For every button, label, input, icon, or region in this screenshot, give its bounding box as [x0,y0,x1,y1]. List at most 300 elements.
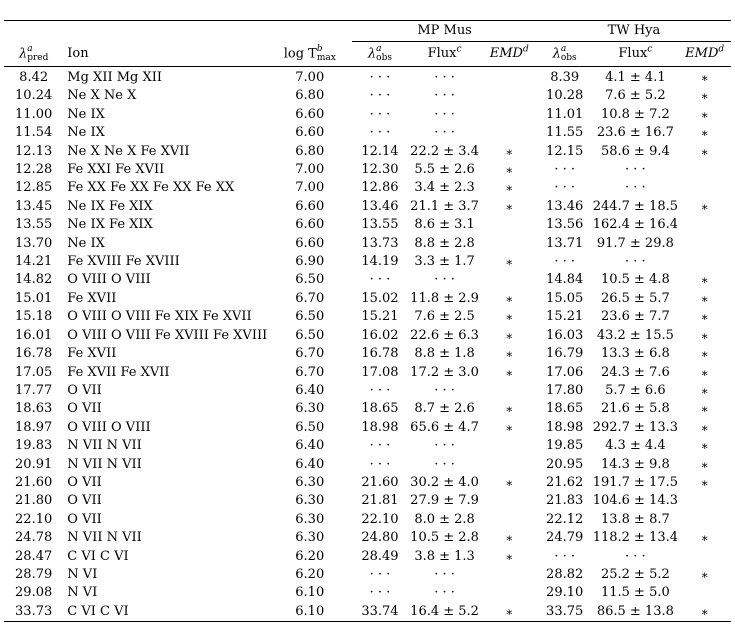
cell-ion: Fe XX Fe XX Fe XX Fe XX [67,180,235,196]
cell-mp-emd [481,124,536,142]
cell-tw-lambda-obs: 19.85 [546,438,584,454]
cell-ion: N VI [67,585,98,601]
table-row [4,106,731,124]
cell-log-tmax: 6.40 [295,438,325,454]
column-header-log-tmax: log T b max [283,43,336,63]
cell-tw-flux: 292.7 ± 13.3 [592,419,679,435]
cell-ion: Fe XVIII Fe XVIII [67,254,180,270]
table-row [4,290,731,308]
table-row [4,124,731,142]
cell-tw-flux: 10.8 ± 7.2 [600,106,670,122]
cell-mp-flux: 17.2 ± 3.0 [410,364,479,380]
cell-tw-lambda-obs: 24.79 [546,530,584,546]
cell-log-tmax: 6.30 [295,493,325,509]
cell-ion: C VI C VI [67,548,129,564]
cell-mp-emd [481,106,536,124]
cell-tw-flux: 10.5 ± 4.8 [600,272,670,288]
cell-mp-lambda-obs: 21.81 [361,493,399,509]
cell-lambda-pred: 11.00 [15,106,53,122]
cell-tw-emd [678,584,731,602]
cell-mp-lambda-obs: · · · [369,272,391,288]
cell-log-tmax: 6.70 [295,290,325,306]
cell-mp-emd: ∗ [505,347,514,362]
cell-ion: Ne IX Fe XIX [67,198,153,214]
cell-mp-lambda-obs: · · · [369,125,391,141]
cell-mp-flux: · · · [434,456,455,472]
cell-lambda-pred: 24.78 [15,530,53,546]
cell-log-tmax: 6.40 [295,382,325,398]
cell-lambda-pred: 17.05 [15,364,53,380]
table-row [4,87,731,105]
cell-mp-lambda-obs: 12.86 [361,180,399,196]
cell-tw-flux: 91.7 ± 29.8 [596,235,674,251]
cell-tw-flux: · · · [625,254,646,270]
cell-tw-flux: 11.5 ± 5.0 [600,585,670,601]
cell-mp-flux: 8.7 ± 2.6 [414,401,475,417]
cell-tw-emd: ∗ [700,310,709,325]
cell-mp-emd [481,456,536,474]
cell-tw-flux: · · · [625,548,646,564]
cell-tw-emd: ∗ [700,365,709,380]
cell-mp-lambda-obs: · · · [369,585,391,601]
cell-log-tmax: 6.50 [295,272,325,288]
cell-mp-emd [481,382,536,400]
cell-mp-emd: ∗ [505,181,514,196]
cell-ion: O VII [67,493,102,509]
cell-ion: N VII N VII [67,456,142,472]
cell-mp-emd: ∗ [505,163,514,178]
cell-mp-flux: 22.2 ± 3.4 [410,143,479,159]
cell-tw-lambda-obs: 16.03 [546,327,584,343]
cell-mp-emd [481,437,536,455]
cell-mp-lambda-obs: · · · [369,438,391,454]
cell-tw-emd: ∗ [700,420,709,435]
cell-log-tmax: 7.00 [295,70,325,85]
header-group-row [4,21,731,42]
cell-lambda-pred: 18.63 [15,401,53,417]
cell-ion: Fe XVII Fe XVII [67,364,170,380]
cell-log-tmax: 6.80 [295,143,325,159]
cell-tw-emd [678,548,731,566]
cell-log-tmax: 6.60 [295,125,325,141]
cell-mp-flux: 3.8 ± 1.3 [414,548,475,564]
table-row [4,161,731,179]
cell-mp-flux: 22.6 ± 6.3 [410,327,479,343]
cell-tw-lambda-obs: · · · [554,180,575,196]
cell-mp-lambda-obs: 13.55 [361,217,399,233]
cell-tw-flux: 23.6 ± 16.7 [596,125,674,141]
column-header-ion: Ion [67,45,89,61]
cell-log-tmax: 6.30 [295,530,325,546]
cell-mp-lambda-obs: 15.21 [361,309,399,325]
table-row [4,308,731,326]
cell-mp-flux: 7.6 ± 2.5 [414,309,475,325]
table-body [4,67,731,622]
cell-mp-emd: ∗ [505,310,514,325]
cell-tw-emd [678,253,731,271]
cell-tw-flux: 162.4 ± 16.4 [592,217,679,233]
cell-tw-emd: ∗ [700,107,709,122]
cell-mp-emd: ∗ [505,365,514,380]
cell-tw-emd: ∗ [700,439,709,454]
cell-ion: O VII [67,511,102,527]
table-row [4,143,731,161]
table-row [4,400,731,418]
cell-mp-flux: 21.1 ± 3.7 [410,198,479,214]
cell-ion: Ne IX Fe XIX [67,217,153,233]
cell-mp-emd [481,216,536,234]
cell-tw-lambda-obs: 15.05 [546,290,584,306]
cell-ion: Fe XVII [67,346,117,362]
cell-mp-flux: 3.4 ± 2.3 [414,180,475,196]
cell-log-tmax: 7.00 [295,162,325,178]
table-row [4,235,731,253]
table-row [4,382,731,400]
cell-tw-emd: ∗ [700,199,709,214]
cell-log-tmax: 6.60 [295,235,325,251]
cell-mp-flux: 11.8 ± 2.9 [410,290,479,306]
cell-tw-lambda-obs: 11.55 [546,125,584,141]
cell-log-tmax: 6.30 [295,511,325,527]
cell-lambda-pred: 12.85 [15,180,53,196]
cell-mp-flux: · · · [434,125,455,141]
cell-tw-lambda-obs: 15.21 [546,309,584,325]
cell-tw-emd [678,216,731,234]
cell-mp-flux: 5.5 ± 2.6 [414,162,475,178]
cell-tw-emd: ∗ [700,402,709,417]
column-header-mp-flux: Flux$^c$ [427,44,462,61]
cell-tw-flux: 21.6 ± 5.8 [600,401,670,417]
table-row [4,474,731,492]
cell-lambda-pred: 18.97 [15,419,53,435]
cell-log-tmax: 6.60 [295,106,325,122]
cell-mp-lambda-obs: 12.30 [361,162,399,178]
cell-lambda-pred: 21.80 [15,493,53,509]
cell-tw-lambda-obs: 33.75 [546,603,584,619]
cell-log-tmax: 6.20 [295,548,325,564]
cell-tw-lambda-obs: 18.65 [546,401,584,417]
cell-log-tmax: 7.00 [295,180,325,196]
cell-tw-lambda-obs: 17.06 [546,364,584,380]
cell-mp-emd [481,566,536,584]
cell-ion: C VI C VI [67,603,129,619]
cell-lambda-pred: 29.08 [15,585,53,601]
table-row [4,437,731,455]
cell-mp-emd: ∗ [505,328,514,343]
cell-ion: N VI [67,566,98,582]
cell-tw-lambda-obs: 13.56 [546,217,584,233]
cell-lambda-pred: 12.28 [15,162,53,178]
cell-mp-emd [481,87,536,105]
cell-lambda-pred: 14.82 [15,272,53,288]
cell-tw-flux: 5.7 ± 6.6 [605,382,666,398]
cell-tw-emd: ∗ [700,457,709,472]
cell-mp-flux: 10.5 ± 2.8 [410,530,479,546]
cell-mp-emd: ∗ [505,291,514,306]
cell-mp-lambda-obs: 18.65 [361,401,399,417]
table-row [4,419,731,437]
cell-ion: O VIII O VIII [67,272,151,288]
cell-mp-flux: · · · [434,70,455,85]
cell-mp-emd: ∗ [505,604,514,619]
cell-ion: O VII [67,382,102,398]
cell-mp-emd: ∗ [505,255,514,270]
cell-lambda-pred: 8.42 [19,70,49,85]
table-row [4,216,731,234]
cell-tw-lambda-obs: 18.98 [546,419,584,435]
cell-mp-emd: ∗ [505,549,514,564]
table-row [4,253,731,271]
cell-tw-lambda-obs: 8.39 [550,70,580,85]
cell-mp-lambda-obs: 13.73 [361,235,399,251]
cell-tw-lambda-obs: 12.15 [546,143,584,159]
cell-tw-lambda-obs: 10.28 [546,88,584,104]
cell-tw-emd: ∗ [700,89,709,104]
cell-ion: Ne IX [67,235,105,251]
cell-ion: N VII N VII [67,530,142,546]
table-row [4,198,731,216]
cell-lambda-pred: 15.18 [15,309,53,325]
cell-tw-emd: ∗ [700,347,709,362]
table-row [4,345,731,363]
group-header-mp-mus: MP Mus [352,21,537,42]
cell-mp-flux: 8.8 ± 2.8 [414,235,475,251]
cell-log-tmax: 6.60 [295,217,325,233]
cell-tw-flux: 13.8 ± 8.7 [600,511,670,527]
cell-mp-flux: 8.0 ± 2.8 [414,511,475,527]
cell-ion: Mg XII Mg XII [67,70,163,85]
cell-ion: N VII N VII [67,438,142,454]
cell-mp-lambda-obs: 16.02 [361,327,399,343]
column-header-tw-lambda-obs: λ a obs [552,43,577,63]
cell-tw-lambda-obs: 11.01 [546,106,584,122]
cell-lambda-pred: 10.24 [15,88,53,104]
cell-mp-emd: ∗ [505,402,514,417]
cell-tw-flux: 4.1 ± 4.1 [605,70,666,85]
cell-tw-flux: 7.6 ± 5.2 [605,88,666,104]
cell-mp-flux: · · · [434,382,455,398]
cell-mp-emd: ∗ [505,144,514,159]
cell-mp-flux: · · · [434,585,455,601]
cell-log-tmax: 6.30 [295,401,325,417]
cell-tw-flux: 86.5 ± 13.8 [596,603,674,619]
cell-mp-flux: · · · [434,566,455,582]
cell-lambda-pred: 17.77 [15,382,53,398]
cell-mp-lambda-obs: 13.46 [361,198,399,214]
cell-mp-flux: · · · [434,88,455,104]
column-header-tw-flux: Flux$^c$ [618,44,653,61]
cell-tw-emd: ∗ [700,144,709,159]
cell-log-tmax: 6.50 [295,327,325,343]
cell-mp-flux: 16.4 ± 5.2 [410,603,479,619]
cell-mp-flux: 30.2 ± 4.0 [410,474,479,490]
cell-ion: Ne IX [67,125,105,141]
cell-lambda-pred: 28.79 [15,566,53,582]
cell-ion: Fe XXI Fe XVII [67,162,165,178]
cell-tw-lambda-obs: 20.95 [546,456,584,472]
cell-tw-lambda-obs: 28.82 [546,566,584,582]
cell-tw-emd: ∗ [700,567,709,582]
cell-tw-lambda-obs: 13.71 [546,235,584,251]
cell-ion: Fe XVII [67,290,117,306]
cell-mp-lambda-obs: 12.14 [361,143,399,159]
cell-ion: O VII [67,474,102,490]
cell-tw-flux: 43.2 ± 15.5 [596,327,674,343]
cell-mp-lambda-obs: · · · [369,106,391,122]
column-header-mp-lambda-obs: λ a obs [367,43,392,63]
header-blank [4,21,63,42]
cell-ion: O VIII O VIII Fe XIX Fe XVII [67,309,252,325]
cell-mp-emd: ∗ [505,199,514,214]
cell-mp-emd [481,511,536,529]
cell-tw-lambda-obs: 29.10 [546,585,584,601]
cell-mp-lambda-obs: · · · [369,88,391,104]
header-blank [63,21,267,42]
cell-lambda-pred: 33.73 [15,603,53,619]
group-header-tw-hya: TW Hya [537,21,731,42]
cell-mp-lambda-obs: 16.78 [361,346,399,362]
cell-log-tmax: 6.70 [295,346,325,362]
cell-mp-flux: · · · [434,438,455,454]
cell-log-tmax: 6.30 [295,474,325,490]
cell-mp-emd [481,67,536,88]
cell-tw-emd: ∗ [700,291,709,306]
table-row [4,603,731,622]
cell-mp-lambda-obs: 33.74 [361,603,399,619]
cell-tw-emd: ∗ [700,71,709,85]
cell-tw-emd: ∗ [700,383,709,398]
table-row [4,179,731,197]
table-row [4,456,731,474]
cell-mp-lambda-obs: 18.98 [361,419,399,435]
cell-tw-flux: 24.3 ± 7.6 [600,364,670,380]
cell-tw-flux: 118.2 ± 13.4 [592,530,679,546]
cell-lambda-pred: 13.70 [15,235,53,251]
column-header-mp-emd: EMD$^d$ [489,44,529,61]
cell-mp-lambda-obs: · · · [369,456,391,472]
table-row [4,566,731,584]
cell-lambda-pred: 13.55 [15,217,53,233]
cell-tw-flux: 244.7 ± 18.5 [592,198,679,214]
cell-mp-emd [481,584,536,602]
cell-tw-emd [678,161,731,179]
cell-mp-flux: 27.9 ± 7.9 [410,493,479,509]
cell-ion: O VII [67,401,102,417]
cell-lambda-pred: 20.91 [15,456,53,472]
cell-tw-flux: 191.7 ± 17.5 [592,474,679,490]
cell-mp-emd: ∗ [505,531,514,546]
cell-mp-lambda-obs: 28.49 [361,548,399,564]
cell-log-tmax: 6.60 [295,198,325,214]
cell-lambda-pred: 19.83 [15,438,53,454]
cell-mp-lambda-obs: · · · [369,382,391,398]
cell-lambda-pred: 13.45 [15,198,53,214]
cell-tw-lambda-obs: 13.46 [546,198,584,214]
cell-lambda-pred: 16.01 [15,327,53,343]
cell-ion: Ne X Ne X Fe XVII [67,143,190,159]
cell-lambda-pred: 21.60 [15,474,53,490]
cell-tw-emd: ∗ [700,604,709,619]
cell-log-tmax: 6.70 [295,364,325,380]
cell-tw-emd: ∗ [700,475,709,490]
cell-log-tmax: 6.80 [295,88,325,104]
cell-mp-lambda-obs: 21.60 [361,474,399,490]
cell-lambda-pred: 15.01 [15,290,53,306]
table-row [4,327,731,345]
cell-tw-lambda-obs: 21.62 [546,474,584,490]
cell-lambda-pred: 28.47 [15,548,53,564]
cell-tw-lambda-obs: · · · [554,254,575,270]
cell-tw-lambda-obs: 22.12 [546,511,584,527]
cell-tw-lambda-obs: 14.84 [546,272,584,288]
cell-tw-lambda-obs: 17.80 [546,382,584,398]
cell-mp-lambda-obs: 17.08 [361,364,399,380]
cell-tw-flux: 25.2 ± 5.2 [600,566,670,582]
cell-tw-emd: ∗ [700,531,709,546]
cell-tw-lambda-obs: 16.79 [546,346,584,362]
cell-mp-flux: 8.8 ± 1.8 [414,346,475,362]
table-row [4,511,731,529]
cell-mp-lambda-obs: · · · [369,70,391,85]
cell-ion: O VIII O VIII [67,419,151,435]
cell-tw-flux: 58.6 ± 9.4 [600,143,670,159]
cell-mp-emd [481,271,536,289]
table-row [4,584,731,602]
column-header-lambda-pred: λ a pred [18,43,49,63]
cell-tw-emd: ∗ [700,273,709,288]
cell-mp-lambda-obs: · · · [369,566,391,582]
cell-ion: Ne X Ne X [67,88,137,104]
cell-tw-emd [678,511,731,529]
cell-lambda-pred: 12.13 [15,143,53,159]
cell-lambda-pred: 11.54 [15,125,53,141]
cell-tw-flux: 104.6 ± 14.3 [592,493,679,509]
column-header-tw-emd: EMD$^d$ [685,44,725,61]
cell-tw-lambda-obs: · · · [554,162,575,178]
cell-tw-emd [678,179,731,197]
cell-mp-emd: ∗ [505,420,514,435]
cell-log-tmax: 6.90 [295,254,325,270]
cell-lambda-pred: 14.21 [15,254,53,270]
cell-tw-lambda-obs: 21.83 [546,493,584,509]
cell-tw-flux: 14.3 ± 9.8 [600,456,670,472]
table-row [4,492,731,510]
cell-tw-flux: · · · [625,162,646,178]
cell-tw-flux: 23.6 ± 7.7 [600,309,670,325]
cell-mp-emd [481,235,536,253]
cell-mp-flux: · · · [434,272,455,288]
cell-mp-lambda-obs: 15.02 [361,290,399,306]
header-blank [267,21,352,42]
cell-lambda-pred: 22.10 [15,511,53,527]
cell-ion: O VIII O VIII Fe XVIII Fe XVIII [67,327,268,343]
table-row [4,364,731,382]
line-flux-table [4,20,731,622]
cell-lambda-pred: 16.78 [15,346,53,362]
cell-tw-emd [678,235,731,253]
cell-mp-lambda-obs: 22.10 [361,511,399,527]
cell-tw-flux: 4.3 ± 4.4 [605,438,666,454]
table-row [4,548,731,566]
cell-log-tmax: 6.50 [295,309,325,325]
cell-ion: Ne IX [67,106,105,122]
cell-mp-lambda-obs: 14.19 [361,254,399,270]
cell-mp-flux: 8.6 ± 3.1 [414,217,475,233]
cell-log-tmax: 6.40 [295,456,325,472]
cell-mp-emd [481,492,536,510]
cell-tw-flux: 13.3 ± 6.8 [600,346,670,362]
cell-mp-flux: 65.6 ± 4.7 [410,419,479,435]
